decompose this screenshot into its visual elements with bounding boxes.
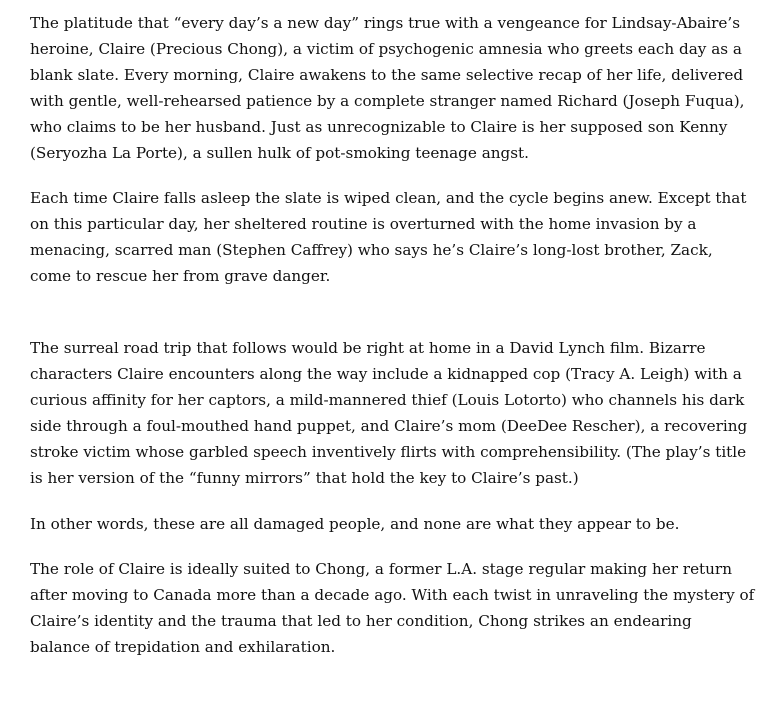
paragraph-home-invasion: Each time Claire falls asleep the slate is wiped clean, and the cycle begins anew. Except that on this particular day, her sheltered routine is overturned with the home invasion by a menacing, scarred man (Stephen Caffrey) who says he’s Claire’s long-lost brother, Zack, come to rescue her from grave danger. (30, 189, 747, 286)
paragraph-damaged-people: In other words, these are all damaged people, and none are what they appear to be. (30, 514, 680, 533)
paragraph-role-of-claire: The role of Claire is ideally suited to Chong, a former L.A. stage regular making her return after moving to Canada more than a decade ago. With each twist in unraveling the mystery of Claire’s identity and the trauma that led to her condition, Chong strikes an endearing balance of trepidation and exhilaration. (30, 560, 755, 657)
paragraph-road-trip: The surreal road trip that follows would be right at home in a David Lynch film. Bizarre characters Claire encounters along the way include a kidnapped cop (Tracy A. Leigh) with a curious affinity for her captors, a mild-mannered thief (Louis Lotorto) who channels his dark side through a foul-mouthed hand puppet, and Claire’s mom (DeeDee Rescher), a recovering stroke victim whose garbled speech inventively flirts with comprehensibility. (The play’s title is her version of the “funny mirrors” that hold the key to Claire’s past.) (30, 339, 748, 487)
paragraph-intro: The platitude that “every day’s a new day” rings true with a vengeance for Lindsay-Abaire’s heroine, Claire (Precious Chong), a victim of psychogenic amnesia who greets each day as a blank slate. Every morning, Claire awakens to the same selective recap of her life, delivered with gentle, well-rehearsed patience by a complete stranger named Richard (Joseph Fuqua), who claims to be her husband. Just as unrecognizable to Claire is her supposed son Kenny (Seryozha La Porte), a sullen hulk of pot-smoking teenage angst. (30, 14, 745, 162)
article-body (30, 11, 755, 681)
